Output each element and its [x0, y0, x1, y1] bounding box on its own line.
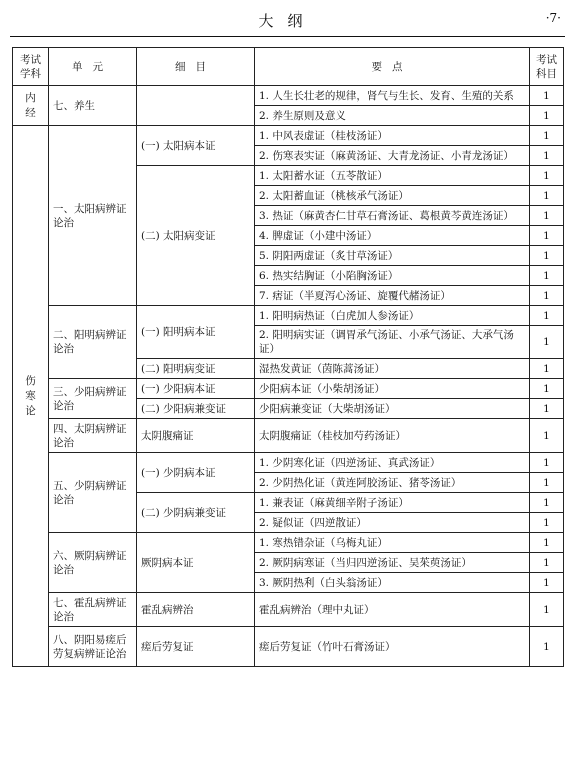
col-header-detail: 细目 — [137, 48, 255, 86]
level-cell: 1 — [530, 379, 564, 399]
level-cell: 1 — [530, 206, 564, 226]
level-cell: 1 — [530, 146, 564, 166]
level-cell: 1 — [530, 266, 564, 286]
point-cell: 7. 痞证（半夏泻心汤证、旋覆代赭汤证） — [255, 286, 530, 306]
detail-cell: (一) 阳明病本证 — [137, 306, 255, 359]
point-cell: 1. 中风表虚证（桂枝汤证） — [255, 126, 530, 146]
point-cell: 3. 热证（麻黄杏仁甘草石膏汤证、葛根黄芩黄连汤证） — [255, 206, 530, 226]
point-cell: 3. 厥阴热利（白头翁汤证） — [255, 573, 530, 593]
page-number: ·7· — [545, 11, 561, 25]
level-cell: 1 — [530, 453, 564, 473]
detail-cell: (一) 少阴病本证 — [137, 453, 255, 493]
table-row — [13, 627, 564, 667]
level-cell: 1 — [530, 306, 564, 326]
level-cell: 1 — [530, 553, 564, 573]
point-cell: 霍乱病辨治（理中丸证） — [255, 593, 530, 627]
level-cell: 1 — [530, 126, 564, 146]
unit-cell: 一、太阳病辨证论治 — [49, 126, 137, 306]
point-cell: 2. 疑似证（四逆散证） — [255, 513, 530, 533]
level-cell: 1 — [530, 627, 564, 667]
detail-cell: (一) 少阳病本证 — [137, 379, 255, 399]
point-cell: 瘥后劳复证（竹叶石膏汤证） — [255, 627, 530, 667]
level-cell: 1 — [530, 166, 564, 186]
level-cell: 1 — [530, 573, 564, 593]
level-cell: 1 — [530, 473, 564, 493]
detail-cell: 霍乱病辨治 — [137, 593, 255, 627]
level-cell: 1 — [530, 419, 564, 453]
unit-cell: 三、少阳病辨证论治 — [49, 379, 137, 419]
syllabus-table — [12, 47, 564, 667]
detail-cell: 厥阴病本证 — [137, 533, 255, 593]
point-cell: 2. 伤寒表实证（麻黄汤证、大青龙汤证、小青龙汤证） — [255, 146, 530, 166]
point-cell: 少阳病兼变证（大柴胡汤证） — [255, 399, 530, 419]
point-cell: 1. 寒热错杂证（乌梅丸证） — [255, 533, 530, 553]
table-row — [13, 86, 564, 106]
point-cell: 1. 兼表证（麻黄细辛附子汤证） — [255, 493, 530, 513]
unit-cell: 六、厥阴病辨证论治 — [49, 533, 137, 593]
col-header-subject: 考试学科 — [13, 48, 49, 86]
point-cell: 1. 人生长壮老的规律，肾气与生长、发育、生殖的关系 — [255, 86, 530, 106]
point-cell: 2. 阳明病实证（调胃承气汤证、小承气汤证、大承气汤证） — [255, 326, 530, 359]
unit-cell: 二、阳明病辨证论治 — [49, 306, 137, 379]
level-cell: 1 — [530, 186, 564, 206]
header-rule — [10, 36, 565, 37]
point-cell: 少阳病本证（小柴胡汤证） — [255, 379, 530, 399]
table-header-row — [13, 48, 564, 86]
col-header-unit: 单元 — [49, 48, 137, 86]
level-cell: 1 — [530, 359, 564, 379]
point-cell: 湿热发黄证（茵陈蒿汤证） — [255, 359, 530, 379]
level-cell: 1 — [530, 399, 564, 419]
point-cell: 太阴腹痛证（桂枝加芍药汤证） — [255, 419, 530, 453]
point-cell: 2. 少阴热化证（黄连阿胶汤证、猪苓汤证） — [255, 473, 530, 493]
subject-cell: 内经 — [13, 86, 49, 126]
col-header-level: 考试科目 — [530, 48, 564, 86]
table-row — [13, 533, 564, 553]
table-row — [13, 306, 564, 326]
table-row — [13, 126, 564, 146]
point-cell: 2. 厥阴病寒证（当归四逆汤证、吴茱萸汤证） — [255, 553, 530, 573]
point-cell: 5. 阴阳两虚证（炙甘草汤证） — [255, 246, 530, 266]
point-cell: 1. 阳明病热证（白虎加人参汤证） — [255, 306, 530, 326]
level-cell: 1 — [530, 513, 564, 533]
detail-cell: 瘥后劳复证 — [137, 627, 255, 667]
detail-cell: (二) 少阴病兼变证 — [137, 493, 255, 533]
point-cell: 2. 养生原则及意义 — [255, 106, 530, 126]
detail-cell: (二) 太阳病变证 — [137, 166, 255, 306]
point-cell: 1. 太阳蓄水证（五苓散证） — [255, 166, 530, 186]
table-row — [13, 453, 564, 473]
table-row — [13, 419, 564, 453]
level-cell: 1 — [530, 86, 564, 106]
page-header — [10, 0, 565, 40]
detail-cell — [137, 86, 255, 126]
unit-cell: 七、霍乱病辨证论治 — [49, 593, 137, 627]
page-title: 大纲 — [258, 12, 317, 30]
detail-cell: (二) 少阳病兼变证 — [137, 399, 255, 419]
level-cell: 1 — [530, 226, 564, 246]
unit-cell: 五、少阴病辨证论治 — [49, 453, 137, 533]
level-cell: 1 — [530, 326, 564, 359]
col-header-point: 要点 — [255, 48, 530, 86]
unit-cell: 七、养生 — [49, 86, 137, 126]
level-cell: 1 — [530, 286, 564, 306]
table-row — [13, 593, 564, 627]
point-cell: 4. 脾虚证（小建中汤证） — [255, 226, 530, 246]
unit-cell: 四、太阴病辨证论治 — [49, 419, 137, 453]
level-cell: 1 — [530, 493, 564, 513]
detail-cell: (二) 阳明病变证 — [137, 359, 255, 379]
level-cell: 1 — [530, 246, 564, 266]
unit-cell: 八、阴阳易瘥后劳复病辨证论治 — [49, 627, 137, 667]
detail-cell: 太阴腹痛证 — [137, 419, 255, 453]
detail-cell: (一) 太阳病本证 — [137, 126, 255, 166]
level-cell: 1 — [530, 533, 564, 553]
point-cell: 6. 热实结胸证（小陷胸汤证） — [255, 266, 530, 286]
point-cell: 1. 少阴寒化证（四逆汤证、真武汤证） — [255, 453, 530, 473]
level-cell: 1 — [530, 593, 564, 627]
level-cell: 1 — [530, 106, 564, 126]
subject-cell: 伤寒论 — [13, 126, 49, 667]
table-row — [13, 379, 564, 399]
point-cell: 2. 太阳蓄血证（桃核承气汤证） — [255, 186, 530, 206]
